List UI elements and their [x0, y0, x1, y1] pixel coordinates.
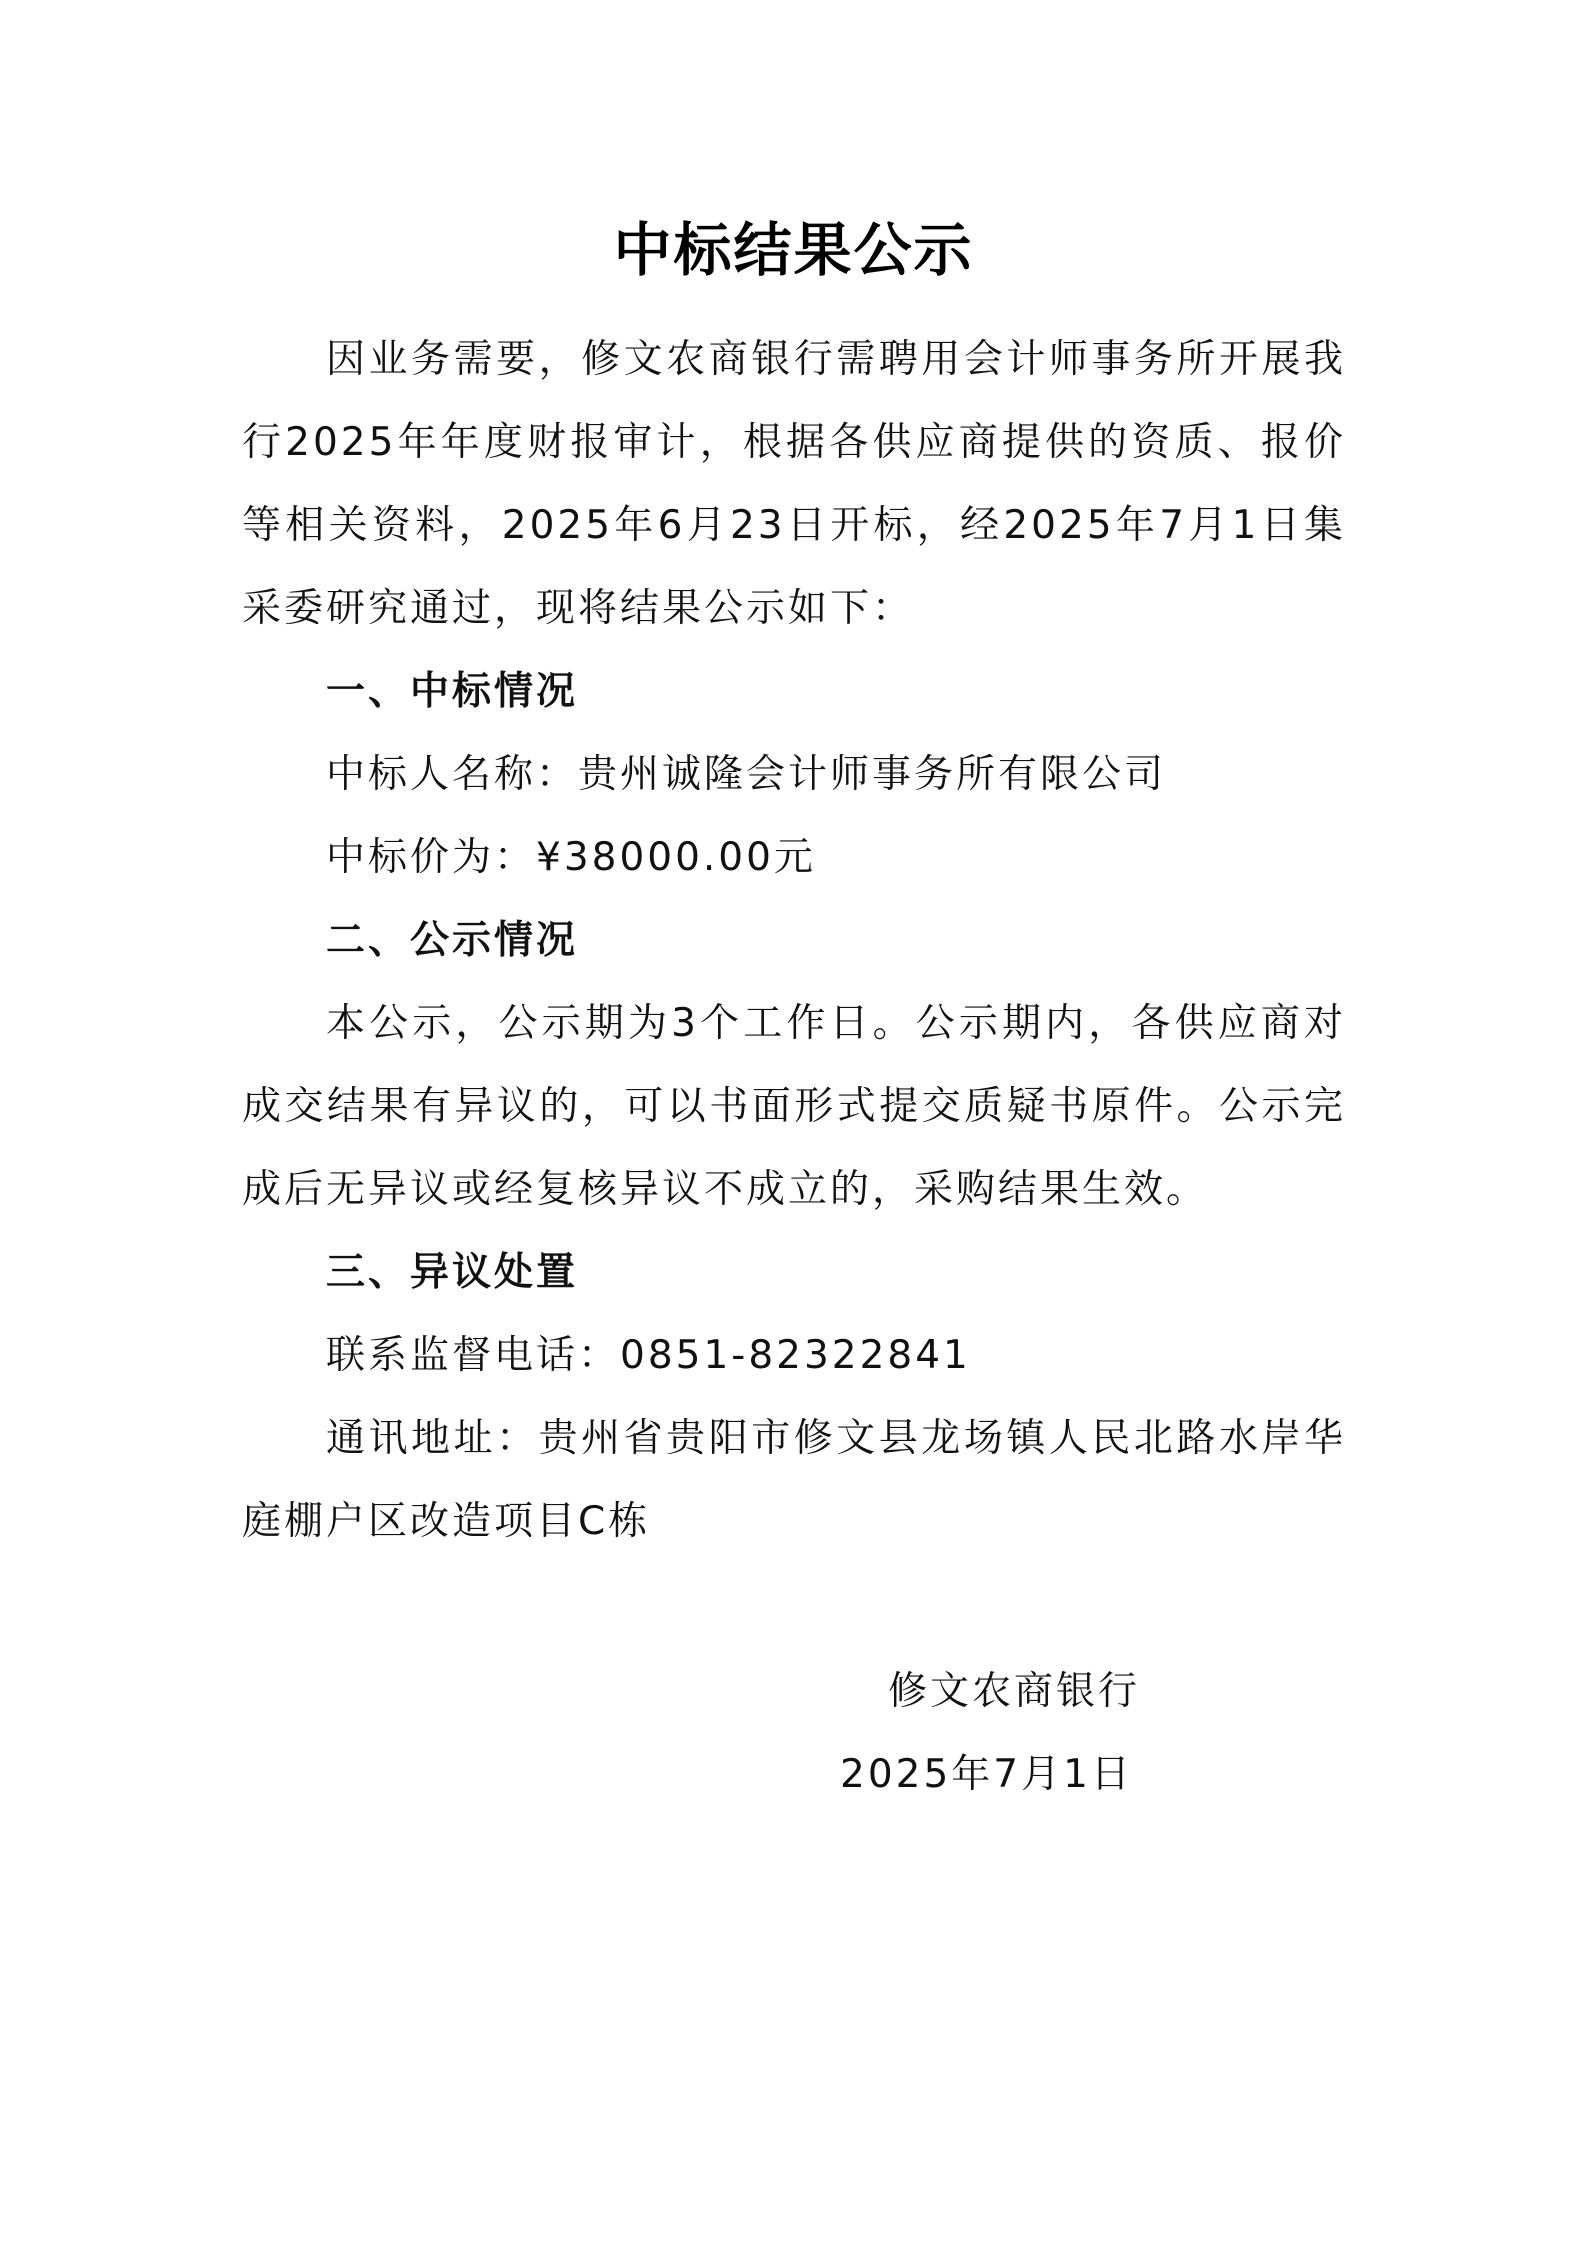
- supervision-phone: 联系监督电话：0851-82322841: [326, 1333, 971, 1378]
- winning-price: 中标价为：¥38000.00元: [326, 835, 816, 880]
- intro-paragraph: 因业务需要，修文农商银行需聘用会计师事务所开展我行2025年年度财报审计，根据各供应商提供的资质、报价等相关资料，2025年6月23日开标，经2025年7月1日集采委研究通过，现将结果公示如下：: [242, 337, 1346, 631]
- publicity-paragraph: 本公示，公示期为3个工作日。公示期内，各供应商对成交结果有异议的，可以书面形式提交质疑书原件。公示完成后无异议或经复核异议不成立的，采购结果生效。: [242, 1001, 1346, 1212]
- signature-date: 2025年7月1日: [840, 1752, 1133, 1797]
- section-heading-objection: 三、异议处置: [326, 1250, 579, 1295]
- section-heading-award: 一、中标情况: [326, 669, 579, 714]
- document-body: [242, 318, 1346, 1563]
- page-title: 中标结果公示: [613, 216, 974, 284]
- mailing-address: 通讯地址：贵州省贵阳市修文县龙场镇人民北路水岸华庭棚户区改造项目C栋: [242, 1416, 1346, 1544]
- section-heading-publicity: 二、公示情况: [326, 918, 579, 963]
- signature-organization: 修文农商银行: [888, 1669, 1141, 1714]
- winner-name: 中标人名称：贵州诚隆会计师事务所有限公司: [326, 752, 1167, 797]
